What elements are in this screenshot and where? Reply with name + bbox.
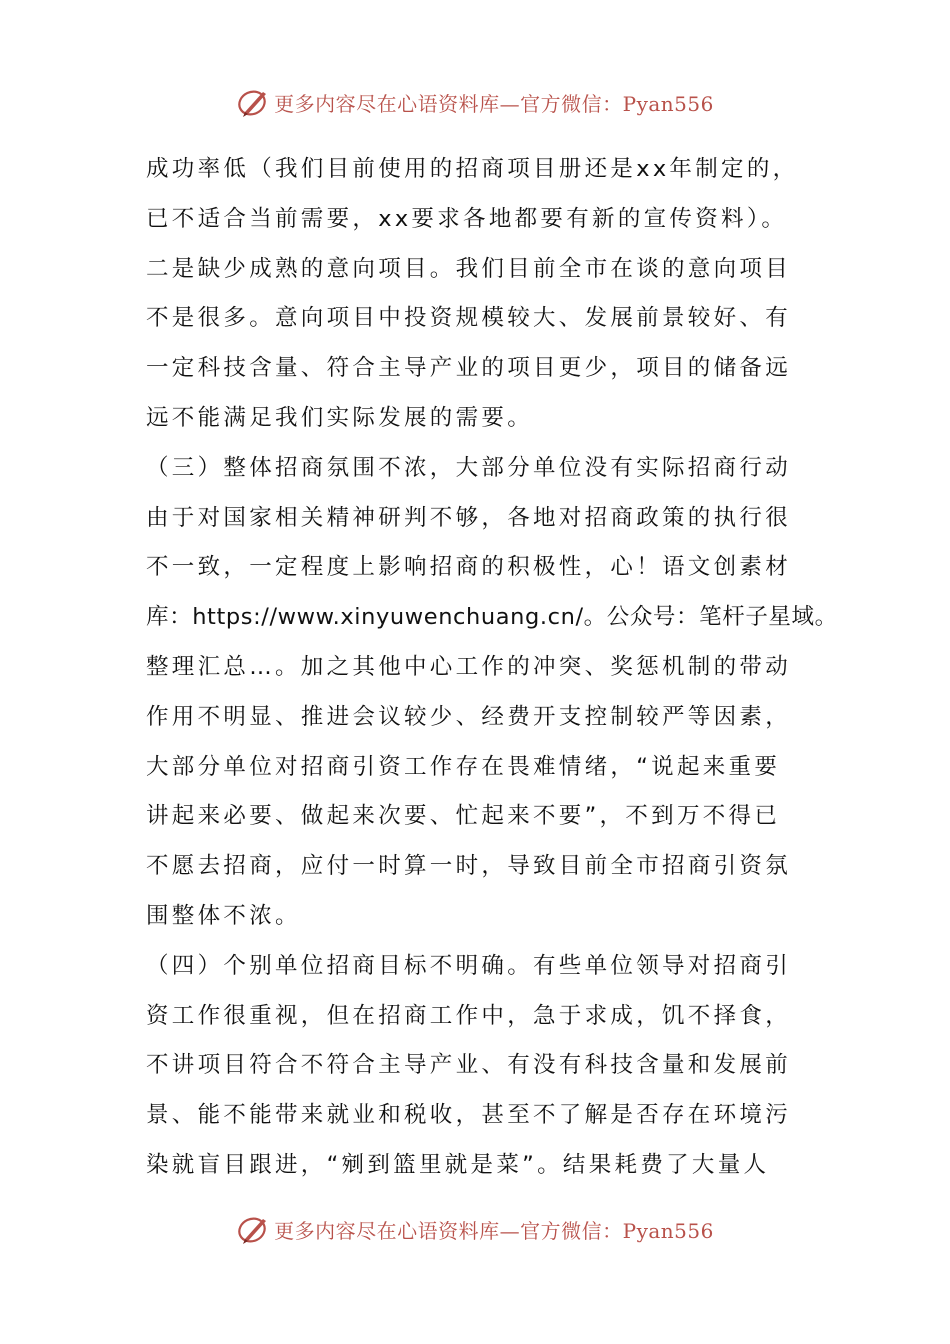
pen-logo-icon	[236, 1212, 270, 1246]
body-line: 二是缺少成熟的意向项目。我们目前全市在谈的意向项目	[146, 255, 792, 282]
body-line: 不愿去招商，应付一时算一时，导致目前全市招商引资氛	[146, 853, 792, 880]
body-line: 染就盲目跟进，“剜到篮里就是菜”。结果耗费了大量人	[146, 1151, 770, 1178]
footer-watermark-text: 更多内容尽在心语资料库—官方微信：Pyan556	[274, 1218, 714, 1243]
footer-watermark	[0, 1209, 950, 1249]
document-body	[146, 145, 838, 1191]
body-line: 大部分单位对招商引资工作存在畏难情绪，“说起来重要	[146, 753, 781, 780]
header-watermark-text: 更多内容尽在心语资料库—官方微信：Pyan556	[274, 91, 714, 116]
body-line: 作用不明显、推进会议较少、经费开支控制较严等因素，	[146, 703, 792, 730]
body-line: 一定科技含量、符合主导产业的项目更少，项目的储备远	[146, 355, 792, 382]
body-line: 讲起来必要、做起来次要、忙起来不要”，不到万不得已	[146, 803, 781, 830]
body-line: 不是很多。意向项目中投资规模较大、发展前景较好、有	[146, 305, 792, 332]
body-line: 围整体不浓。	[146, 902, 301, 929]
body-line: 整理汇总…。加之其他中心工作的冲突、奖惩机制的带动	[146, 653, 792, 680]
body-line: 已不适合当前需要，xx要求各地都要有新的宣传资料）。	[146, 205, 788, 232]
body-line: 由于对国家相关精神研判不够，各地对招商政策的执行很	[146, 504, 792, 531]
body-line: 不一致，一定程度上影响招商的积极性，心！语文创素材	[146, 554, 792, 581]
pen-logo-icon	[236, 85, 270, 119]
body-line: 景、能不能带来就业和税收，甚至不了解是否存在环境污	[146, 1102, 792, 1129]
section-heading-three: （三）整体招商氛围不浓，大部分单位没有实际招商行动	[146, 454, 792, 481]
body-line: 远不能满足我们实际发展的需要。	[146, 404, 534, 431]
body-line: 资工作很重视，但在招商工作中，急于求成，饥不择食，	[146, 1002, 792, 1029]
section-heading-four: （四）个别单位招商目标不明确。有些单位领导对招商引	[146, 952, 792, 979]
body-line: 成功率低（我们目前使用的招商项目册还是xx年制定的，	[146, 156, 799, 182]
body-line-url: 库：https://www.xinyuwenchuang.cn/。公众号：笔杆子星域。	[146, 604, 838, 631]
body-line: 不讲项目符合不符合主导产业、有没有科技含量和发展前	[146, 1052, 792, 1079]
header-watermark	[0, 82, 950, 122]
